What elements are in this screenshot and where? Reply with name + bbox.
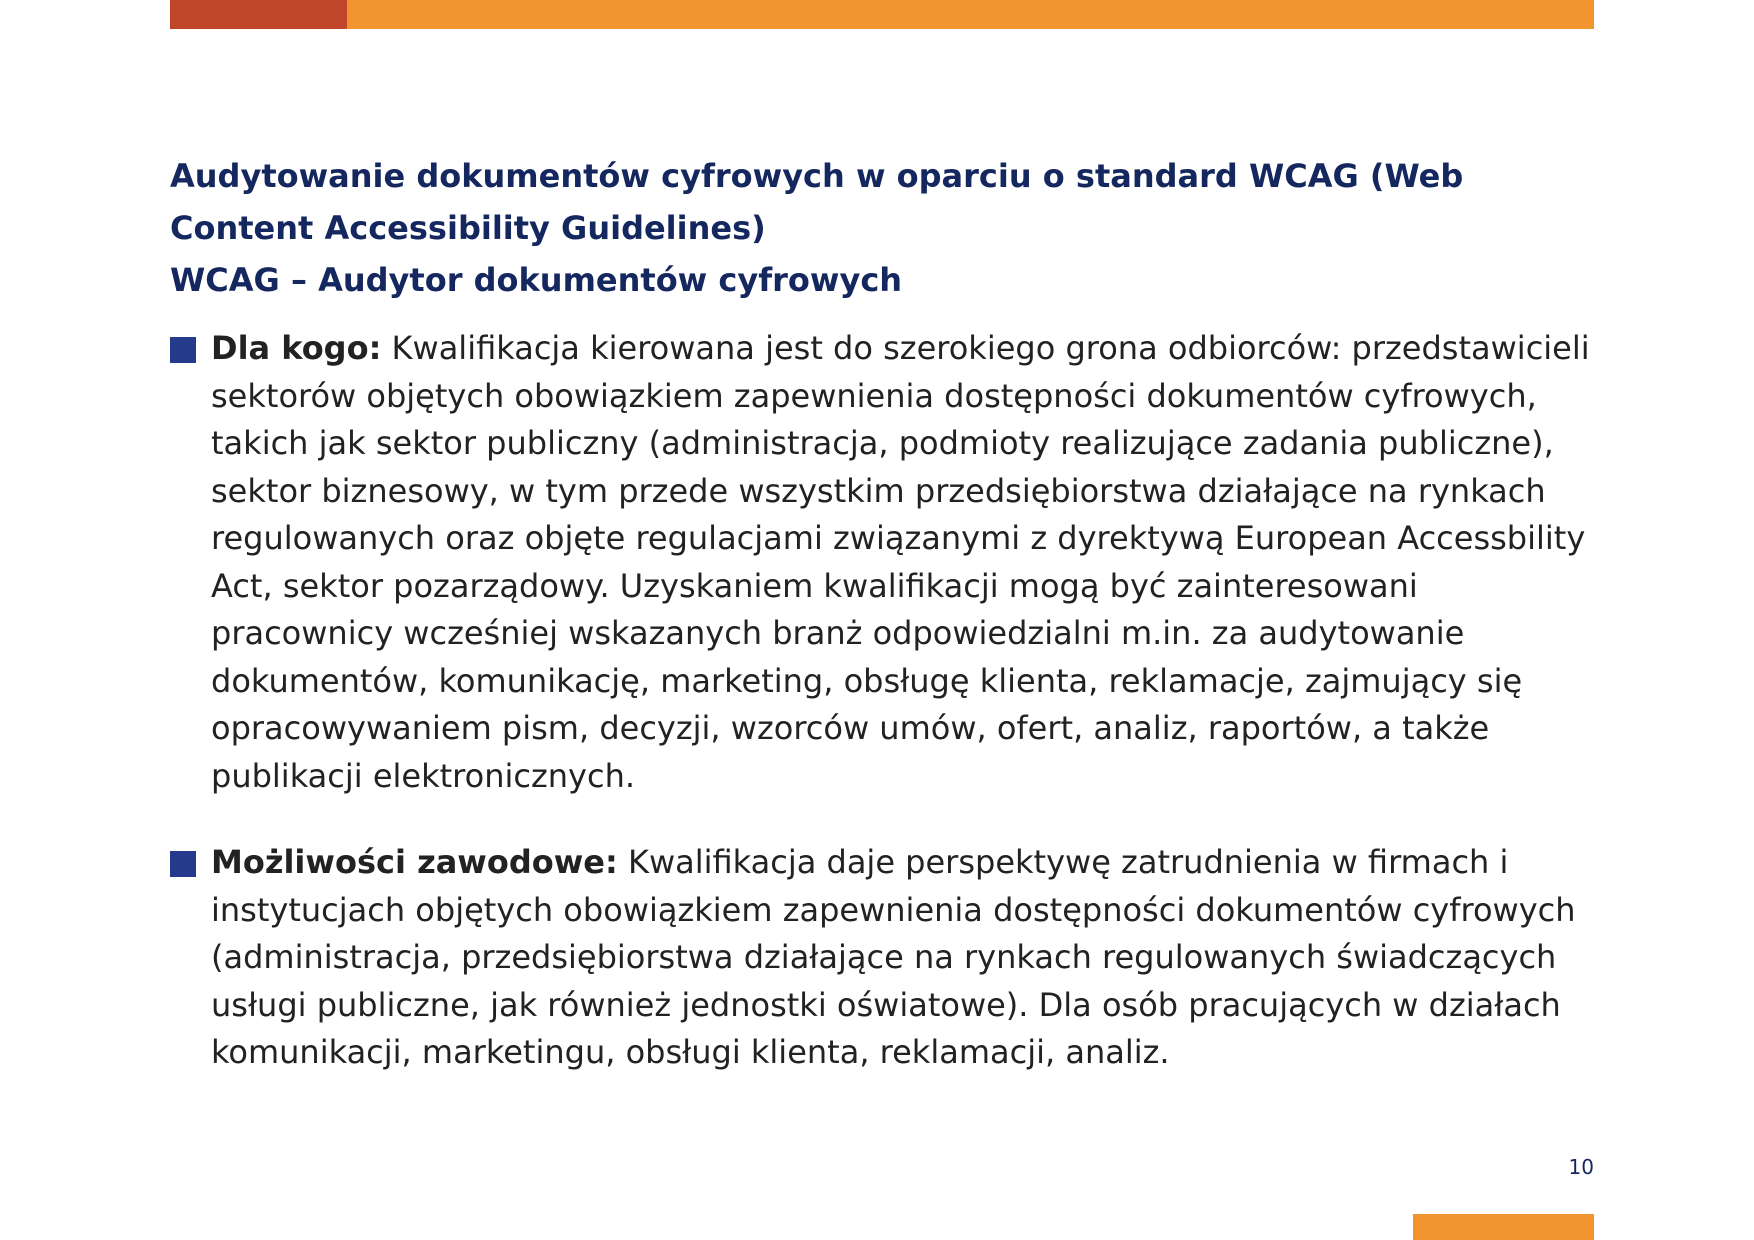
page-number: 10 <box>1568 1155 1594 1179</box>
bullet-label: Dla kogo: <box>211 329 382 367</box>
top-bar-main <box>347 0 1594 29</box>
top-decorative-bar <box>170 0 1594 29</box>
square-bullet-icon <box>170 851 196 877</box>
slide-content <box>170 325 1594 1077</box>
bullet-text: Kwalifikacja kierowana jest do szerokiego grona odbiorców: przedstawicieli sektorów objętych obowiązkiem zapewnienia dostępności dokumentów cyfrowych, takich jak sektor publiczny (administracja, podmioty realizujące zadania publiczne), sektor biznesowy, w tym przede wszystkim przedsiębiorstwa działające na rynkach regulowanych oraz objęte regulacjami związanymi z dyrektywą European Accessbility Act, sektor pozarządowy. Uzyskaniem kwalifikacji mogą być zainteresowani pracownicy wcześniej wskazanych branż odpowiedzialni m.in. za audytowanie dokumentów, komunikację, marketing, obsługę klienta, reklamacje, zajmujący się opracowywaniem pism, decyzji, wzorców umów, ofert, analiz, raportów, a także publikacji elektronicznych. <box>211 329 1590 795</box>
bullet-label: Możliwości zawodowe: <box>211 843 618 881</box>
square-bullet-icon <box>170 337 196 363</box>
bullet-text: Kwalifikacja daje perspektywę zatrudnienia w firmach i instytucjach objętych obowiązkiem zapewnienia dostępności dokumentów cyfrowych (administracja, przedsiębiorstwa działające na rynkach regulowanych świadczących usługi publiczne, jak również jednostki oświatowe). Dla osób pracujących w działach komunikacji, marketingu, obsługi klienta, reklamacji, analiz. <box>211 843 1576 1071</box>
slide-title: Audytowanie dokumentów cyfrowych w oparciu o standard WCAG (Web Content Accessibility Guidelines) <box>170 157 1464 247</box>
slide-subtitle: WCAG – Audytor dokumentów cyfrowych <box>170 261 903 299</box>
bullet-item-career-opportunities <box>170 839 1594 1077</box>
top-bar-accent <box>170 0 347 29</box>
bottom-decorative-bar <box>1413 1214 1594 1240</box>
slide-header <box>170 150 1594 306</box>
bullet-item-target-audience <box>170 325 1594 800</box>
